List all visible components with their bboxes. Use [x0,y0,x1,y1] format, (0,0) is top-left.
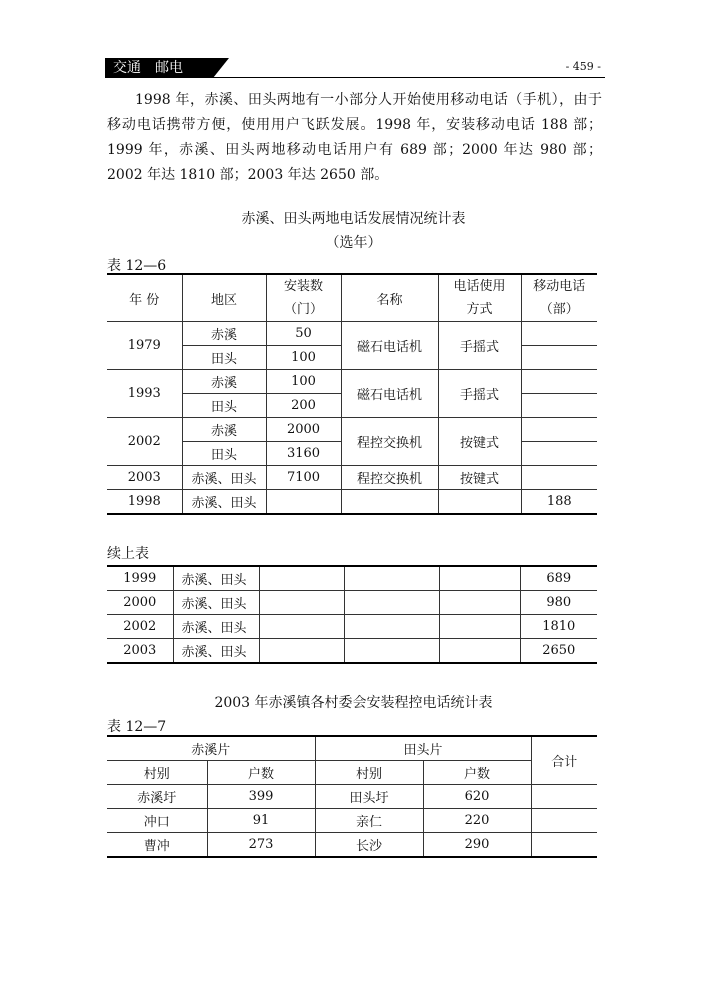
intro-paragraph: 1998 年，赤溪、田头两地有一小部分人开始使用移动电话（手机），由于移动电话携带方便，使用用户飞跃发展。1998 年，安装移动电话 188 部；1999 年，赤溪、田头两地移动电话用户有 689 部；2000 年达 980 部；2002 年达 1810 部；2003 年达 2650 部。 [107,92,602,183]
page-header [105,58,605,78]
village-phone-table [107,735,597,858]
table-header-row: 村别 户数 村别 户数 [107,761,597,785]
table-row: 1993 赤溪 100 磁石电话机 手摇式 [107,370,597,394]
section-tab: 交通 邮电 [105,58,213,78]
table-row: 2002 赤溪、田头 1810 [107,615,597,639]
table-row: 田头 3160 [107,442,597,466]
table-row: 2000 赤溪、田头 980 [107,591,597,615]
mobile-continued-table [107,565,597,664]
table-header-row [107,274,597,322]
table3-label: 表 12—7 [107,719,167,735]
header-mode: 电话使用 方式 [438,274,521,322]
phone-development-table [107,273,597,515]
table3-title: 2003 年赤溪镇各村委会安装程控电话统计表 [214,695,493,711]
header-rule [105,77,605,78]
header-install: 安装数 （门） [266,274,341,322]
table-row: 2003 赤溪、田头 2650 [107,639,597,664]
table1-subtitle: （选年） [325,235,382,251]
table-row: 1979 赤溪 50 磁石电话机 手摇式 [107,322,597,346]
table-row: 2003 赤溪、田头 7100 程控交换机 按键式 [107,466,597,490]
table-row: 1998 赤溪、田头 188 [107,490,597,515]
header-area: 地区 [182,274,266,322]
header-name: 名称 [341,274,438,322]
table-row: 田头 100 [107,346,597,370]
table2-label: 续上表 [107,546,149,562]
table-row: 曹冲 273 长沙 290 [107,833,597,858]
table-row: 赤溪圩 399 田头圩 620 [107,785,597,809]
table1-title: 赤溪、田头两地电话发展情况统计表 [241,211,466,227]
table-row: 田头 200 [107,394,597,418]
table-row: 1999 赤溪、田头 689 [107,566,597,591]
table-header-row: 赤溪片 田头片 合计 [107,736,597,761]
table1-label: 表 12—6 [107,258,167,274]
header-year: 年 份 [107,274,182,322]
table-row: 冲口 91 亲仁 220 [107,809,597,833]
header-mobile: 移动电话 （部） [521,274,597,322]
page-number: - 459 - [565,60,601,73]
table-row: 2002 赤溪 2000 程控交换机 按键式 [107,418,597,442]
